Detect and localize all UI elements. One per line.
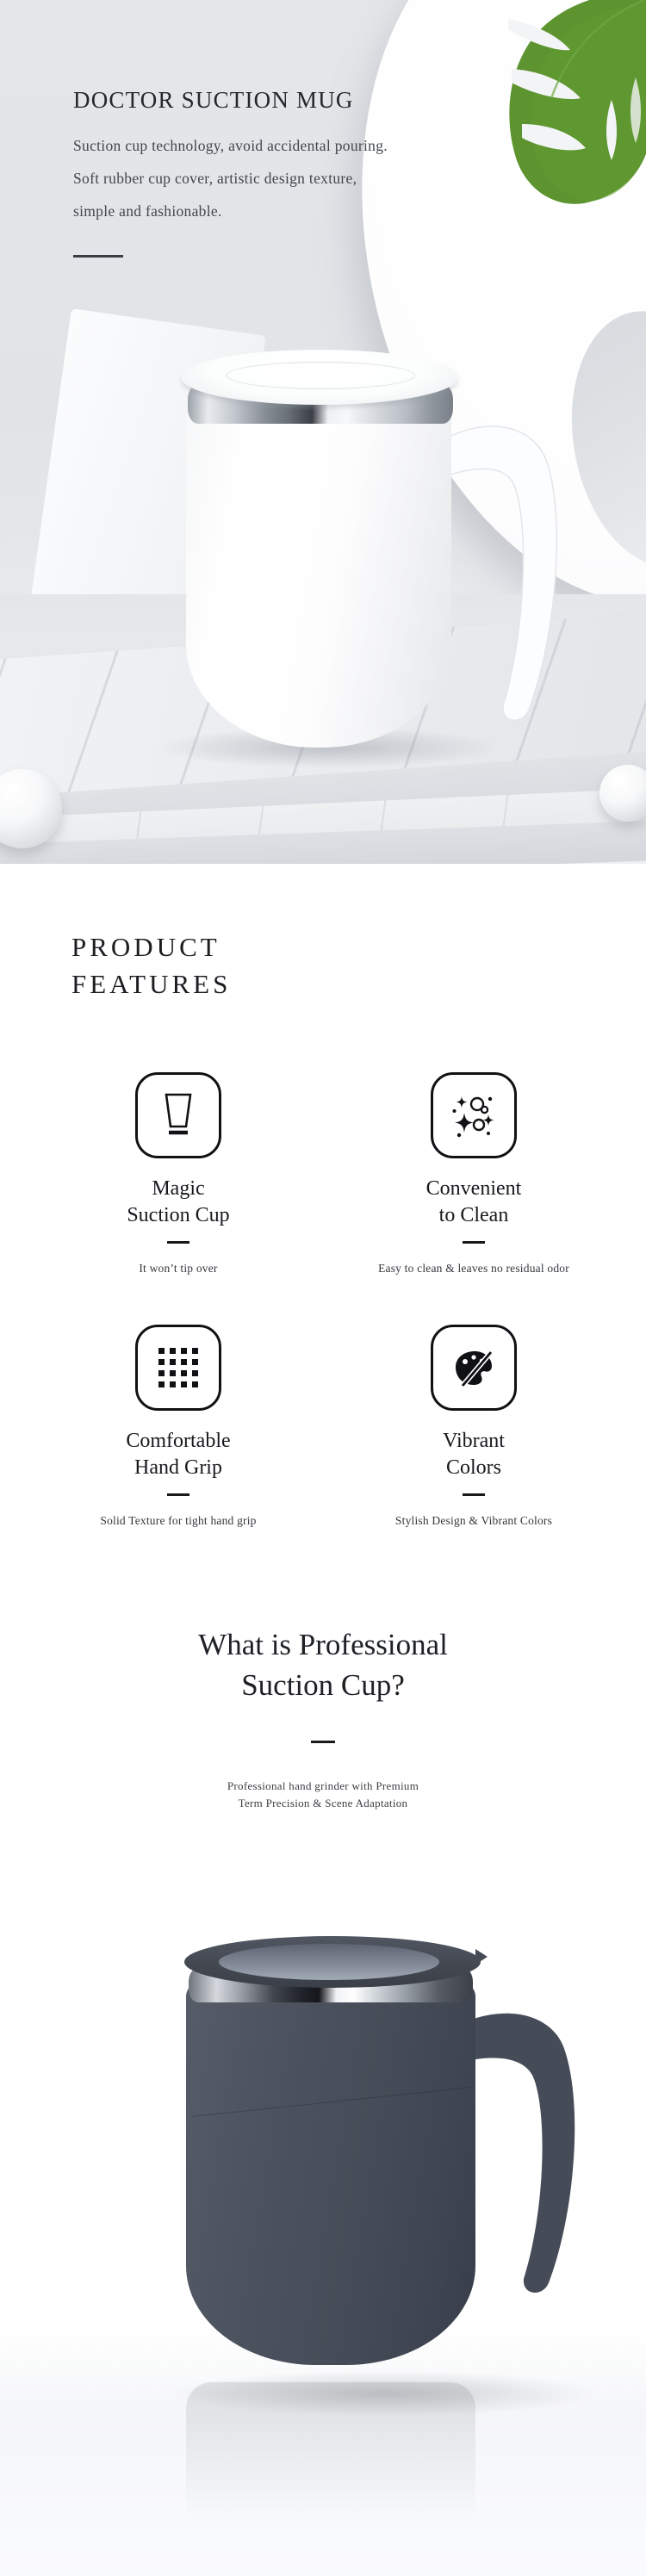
white-mug-body <box>186 394 451 748</box>
hero-description-line1: Suction cup technology, avoid accidental pouring. <box>73 137 388 154</box>
texture-grid-icon <box>135 1325 221 1411</box>
feature-description: Easy to clean & leaves no residual odor <box>378 1262 569 1275</box>
info-heading-line1: What is Professional <box>198 1628 448 1661</box>
feature-item-convenient-to-clean <box>345 1072 603 1276</box>
feature-description: Solid Texture for tight hand grip <box>100 1514 257 1527</box>
feature-dash <box>463 1241 485 1244</box>
feature-dash <box>167 1241 189 1244</box>
hero-divider-dash <box>73 255 123 258</box>
hero-title: DOCTOR SUCTION MUG <box>73 87 354 113</box>
features-heading-line2: FEATURES <box>71 969 232 999</box>
dark-mug-reflection <box>186 2382 475 2546</box>
features-heading-line1: PRODUCT <box>71 932 221 962</box>
feature-item-magic-suction-cup <box>49 1072 307 1276</box>
feature-description: It won’t tip over <box>139 1262 218 1275</box>
feature-dash <box>463 1493 485 1496</box>
sparkle-clean-icon <box>431 1072 517 1158</box>
info-subtitle-line1: Professional hand grinder with Premium <box>227 1779 419 1792</box>
feature-title: Magic Suction Cup <box>127 1177 230 1226</box>
palette-icon <box>431 1325 517 1411</box>
dark-mug-body <box>186 1979 475 2365</box>
hero-description <box>73 129 388 227</box>
feature-description: Stylish Design & Vibrant Colors <box>394 1514 553 1527</box>
dark-mug-lid-lip <box>475 1949 488 1965</box>
hero-description-line2: Soft rubber cup cover, artistic design texture, <box>73 170 357 187</box>
feature-item-comfortable-hand-grip <box>49 1325 307 1528</box>
info-heading-line2: Suction Cup? <box>241 1668 405 1702</box>
monstera-leaf-icon <box>482 0 646 208</box>
feature-item-vibrant-colors <box>345 1325 603 1528</box>
info-subtitle <box>0 1778 646 1811</box>
feature-title: Vibrant Colors <box>443 1430 505 1479</box>
hero-description-line3: simple and fashionable. <box>73 202 222 220</box>
feature-title: Convenient to Clean <box>425 1177 522 1226</box>
info-divider-dash <box>311 1741 335 1743</box>
feature-title: Comfortable Hand Grip <box>126 1430 231 1479</box>
info-subtitle-line2: Term Precision & Scene Adaptation <box>238 1796 408 1809</box>
feature-dash <box>167 1493 189 1496</box>
suction-cup-icon <box>135 1072 221 1158</box>
white-mug-lid-ridge <box>226 362 415 389</box>
info-heading <box>0 1624 646 1705</box>
hero-section <box>0 0 646 864</box>
features-heading <box>71 928 231 1002</box>
dark-mug-lid-inner <box>219 1944 439 1980</box>
